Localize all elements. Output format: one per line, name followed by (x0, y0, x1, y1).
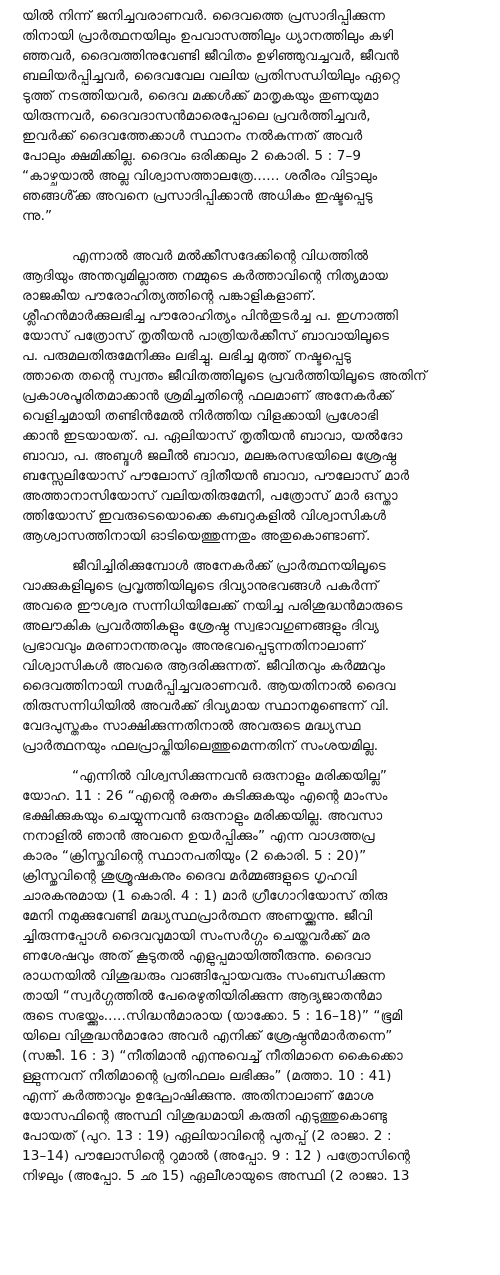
text-line: എന്ന് കർത്താവും ഉദ്ഘോഷിക്കുന്നു. അതിനാലാണ് മോശ (22, 1088, 374, 1104)
text-line: ത്തിയോസ് ഇവരുടെയൊക്കെ കബറുകളിൽ വിശ്വാസികൾ (22, 508, 387, 524)
text-line: കാരം “ക്രിസ്തുവിന്റെ സ്ഥാനപതിയും (2 കൊരി. 5 : 20)” (22, 848, 367, 864)
text-line: ഞങ്ങൾ്ക്ക അവനെ പ്രസാദിപ്പിക്കാൻ അധികം ഇഷ്ടപ്പെടു (22, 188, 373, 204)
text-line: ണശേഷവും അത് കൂടുതൽ എളുപ്പമായിത്തീരുന്നു. ദൈവാ (22, 948, 371, 964)
text-line: പ. പരുമലതിരുമേനിക്കും ലഭിച്ചു. ലഭിച്ച മുത്ത് നഷ്ടപ്പെടു (22, 348, 351, 364)
text-line: (സങ്കീ. 16 : 3) “നീതിമാൻ എന്നുവെച്ച് നീതിമാനെ കൈക്കൊ (22, 1048, 403, 1064)
text-line: വെളിച്ചമായി തണ്ടിൻമേൽ നിർത്തിയ വിളക്കായി പ്രശോഭി (22, 408, 379, 424)
text-line: വേദപുസ്തകം സാക്ഷിക്കുന്നതിനാൽ അവരുടെ മദ്ധ്യസ്ഥ (22, 718, 361, 734)
paragraph-3 (22, 556, 488, 756)
text-line: അവരെ ഈശ്വര സന്നിധിയിലേക്ക് നയിച്ച പരിശുദ്ധൻമാരുടെ (22, 598, 403, 614)
text-line: യോസ് പത്രോസ് തൃതീയൻ പാത്രിയർക്കീസ് ബാവായിലൂടെ (22, 328, 390, 344)
text-line: ആശ്വാസത്തിനായി ഓടിയെത്തുന്നതും അതുകൊണ്ടാണ്. (22, 528, 371, 544)
text-line: യോസഫിന്റെ അസ്ഥി വിശുദ്ധമായി കരുതി എടുത്തുകൊണ്ടു (22, 1108, 388, 1124)
text-line: തിനായി പ്രാർത്ഥനയിലും ഉപവാസത്തിലും ധ്യാനത്തിലും കഴി (22, 28, 394, 44)
text-line: ക്രിസ്തുവിന്റെ ശുശ്രൂഷകനും ദൈവ മർമ്മങ്ങളുടെ ഗൃഹവി (22, 868, 357, 884)
paragraph-gap (22, 756, 488, 766)
text-line: പോയത് (പുറ. 13 : 19) ഏലിയാവിന്റെ പുതപ്പ് (2 രാജാ. 2 : (22, 1128, 392, 1144)
text-line: തായി “സ്വർഗ്ഗത്തിൽ പേരെഴുതിയിരിക്കുന്ന ആദ്യജാതൻമാ (22, 988, 382, 1004)
text-line: പ്രഭാവവും മരണാനന്തരവും അനുഭവപ്പെടുന്നതിനാലാണ് (22, 638, 365, 654)
text-line: പ്രകാശപൂരിതമാക്കാൻ ശ്രമിച്ചതിന്റെ ഫലമാണ് അനേകർക്ക് (22, 388, 394, 404)
text-line: ശ്ലീഹൻമാർക്കുലഭിച്ച പൗരോഹിത്യം പിൻതുടർച്ച പ. ഇഗ്നാത്തി (22, 308, 398, 324)
text-line: പ്രാർത്ഥനയും ഫലപ്രാപ്തിയിലെത്തുമെന്നതിന് സംശയമില്ല. (22, 738, 379, 754)
text-line: ഇവർക്ക് ദൈവത്തേക്കാൾ സ്ഥാനം നൽകുന്നത് അവർ (22, 128, 363, 144)
paragraph-2 (22, 246, 488, 546)
text-line: ബാവാ, പ. അബ്ദുൾ ജലീൽ ബാവാ, മലങ്കരസഭയിലെ ശ്രേഷ്ഠ (22, 448, 397, 464)
text-line: രുടെ സഭയ്ക്കും.....സിദ്ധൻമാരായ (യാക്കോ. 5 : 16–18)” “ഭൂമി (22, 1008, 403, 1024)
text-line: ന്നു.” (22, 208, 53, 224)
text-line: അത്താനാസിയോസ് വലിയതിരുമേനി, പത്രോസ് മാർ ഒസ്താ (22, 488, 398, 504)
text-line: മേനി നമുക്കുവേണ്ടി മദ്ധ്യസ്ഥപ്രാർത്ഥന അണയ്ക്കുന്നു. ജീവി (22, 908, 373, 924)
text-line: യിരുന്നവർ, ദൈവദാസൻമാരെപ്പോലെ പ്രവർത്തിച്ചവർ, (22, 108, 371, 124)
text-line: “എന്നിൽ വിശ്വസിക്കുന്നവൻ ഒരുനാളും മരിക്കയില്ല” (72, 768, 388, 784)
text-line: നിഴലും (അപ്പോ. 5 ഛ 15) ഏലീശായുടെ അസ്ഥി (2 രാജാ. 13 (22, 1168, 410, 1184)
text-line: രാധനയിൽ വിശുദ്ധരും വാങ്ങിപ്പോയവരും സംബന്ധിക്കുന്ന (22, 968, 386, 984)
text-line: യിൽ നിന്ന് ജനിച്ചവരാണവർ. ദൈവത്തെ പ്രസാദിപ്പിക്കുന്ന (22, 8, 386, 24)
text-line: ടുത്ത് നടത്തിയവർ, ദൈവ മക്കൾക്ക് മാതൃകയും തുണയുമാ (22, 88, 379, 104)
text-line: തിരുസന്നിധിയിൽ അവർക്ക് ദിവ്യമായ സ്ഥാനമുണ്ടെന്ന് വി. (22, 698, 390, 714)
text-line: അലൗകിക പ്രവർത്തികളും ശ്രേഷ്ഠ സ്വഭാവഗുണങ്ങളും ദിവ്യ (22, 618, 379, 634)
text-line: ബലിയർപ്പിച്ചവർ, ദൈവവേല വലിയ പ്രതിസന്ധിയിലും ഏറ്റെ (22, 68, 401, 84)
text-line: ച്ചിരുന്നപ്പോൾ ദൈവവുമായി സംസർഗ്ഗം ചെയ്തവർക്ക് മര (22, 928, 371, 944)
paragraph-4 (22, 766, 488, 1186)
text-line: ള്ളുന്നവന് നീതിമാന്റെ പ്രതിഫലം ലഭിക്കും” (മത്താ. 10 : 41) (22, 1068, 392, 1084)
text-line: പോലും ക്ഷമിക്കില്ല. ദൈവം ഒരിക്കലും 2 കൊരി. 5 : 7–9 (22, 148, 362, 164)
text-line: ഭക്ഷിക്കുകയും ചെയ്യുന്നവൻ ഒരുനാളും മരിക്കയില്ല. അവസാ (22, 808, 383, 824)
text-line: ബസ്സേലിയോസ് പൗലോസ് ദ്വിതീയൻ ബാവാ, പൗലോസ് മാർ (22, 468, 410, 484)
text-line: നനാളിൽ ഞാൻ അവനെ ഉയർപ്പിക്കും” എന്ന വാഗ്ദത്തപ്ര (22, 828, 375, 844)
text-line: രാജകീയ പൗരോഹിത്യത്തിന്റെ പങ്കാളികളാണ്. (22, 288, 316, 304)
paragraph-1 (22, 6, 488, 226)
text-line: വിശ്വാസികൾ അവരെ ആദരിക്കുന്നത്. ജീവിതവും കർമ്മവും (22, 658, 386, 674)
text-line: യോഹ. 11 : 26 “എന്റെ രക്തം കുടിക്കുകയും എന്റെ മാംസം (22, 788, 388, 804)
text-line: “കാഴ്ചയാൽ അല്ല വിശ്വാസത്താലത്രേ...... ശരീരം വിട്ടാലും (22, 168, 378, 184)
text-line: വാക്കുകളിലൂടെ പ്രവൃത്തിയിലൂടെ ദിവ്യാനുഭവങ്ങൾ പകർന്ന് (22, 578, 379, 594)
text-line: ഞ്ഞവർ, ദൈവത്തിനുവേണ്ടി ജീവിതം ഉഴിഞ്ഞുവച്ചവർ, ജീവൻ (22, 48, 399, 64)
text-line: എന്നാൽ അവർ മൽക്കീസദേക്കിന്റെ വിധത്തിൽ (72, 248, 369, 264)
text-line: ആദിയും അന്തവുമില്ലാത്ത നമ്മുടെ കർത്താവിന്റെ നിത്യമായ (22, 268, 389, 284)
text-line: ചാരകനുമായ (1 കൊരി. 4 : 1) മാർ ഗ്രീഗോറിയോസ് തിരു (22, 888, 388, 904)
paragraph-gap (22, 546, 488, 556)
text-line: ക്കാൻ ഇടയായത്. പ. ഏലിയാസ് തൃതീയൻ ബാവാ, യൽദോ (22, 428, 403, 444)
text-line: യിലെ വിശുദ്ധൻമാരോ അവർ എനിക്ക് ശ്രേഷ്ഠൻമാർതന്നെ” (22, 1028, 393, 1044)
text-line: ത്താതെ തന്റെ സ്വന്തം ജീവിതത്തിലൂടെ പ്രവർത്തിയിലൂടെ അതിന് (22, 368, 427, 384)
text-line: ജീവിച്ചിരിക്കുമ്പോൾ അനേകർക്ക് പ്രാർത്ഥനയിലൂടെ (72, 558, 386, 574)
text-line: ദൈവത്തിനായി സമർപ്പിച്ചവരാണവർ. ആയതിനാൽ ദൈവ (22, 678, 396, 694)
paragraph-gap (22, 226, 488, 246)
text-line: 13–14) പൗലോസിന്റെ റുമാൽ (അപ്പോ. 9 : 12 ) പത്രോസിന്റെ (22, 1148, 411, 1164)
